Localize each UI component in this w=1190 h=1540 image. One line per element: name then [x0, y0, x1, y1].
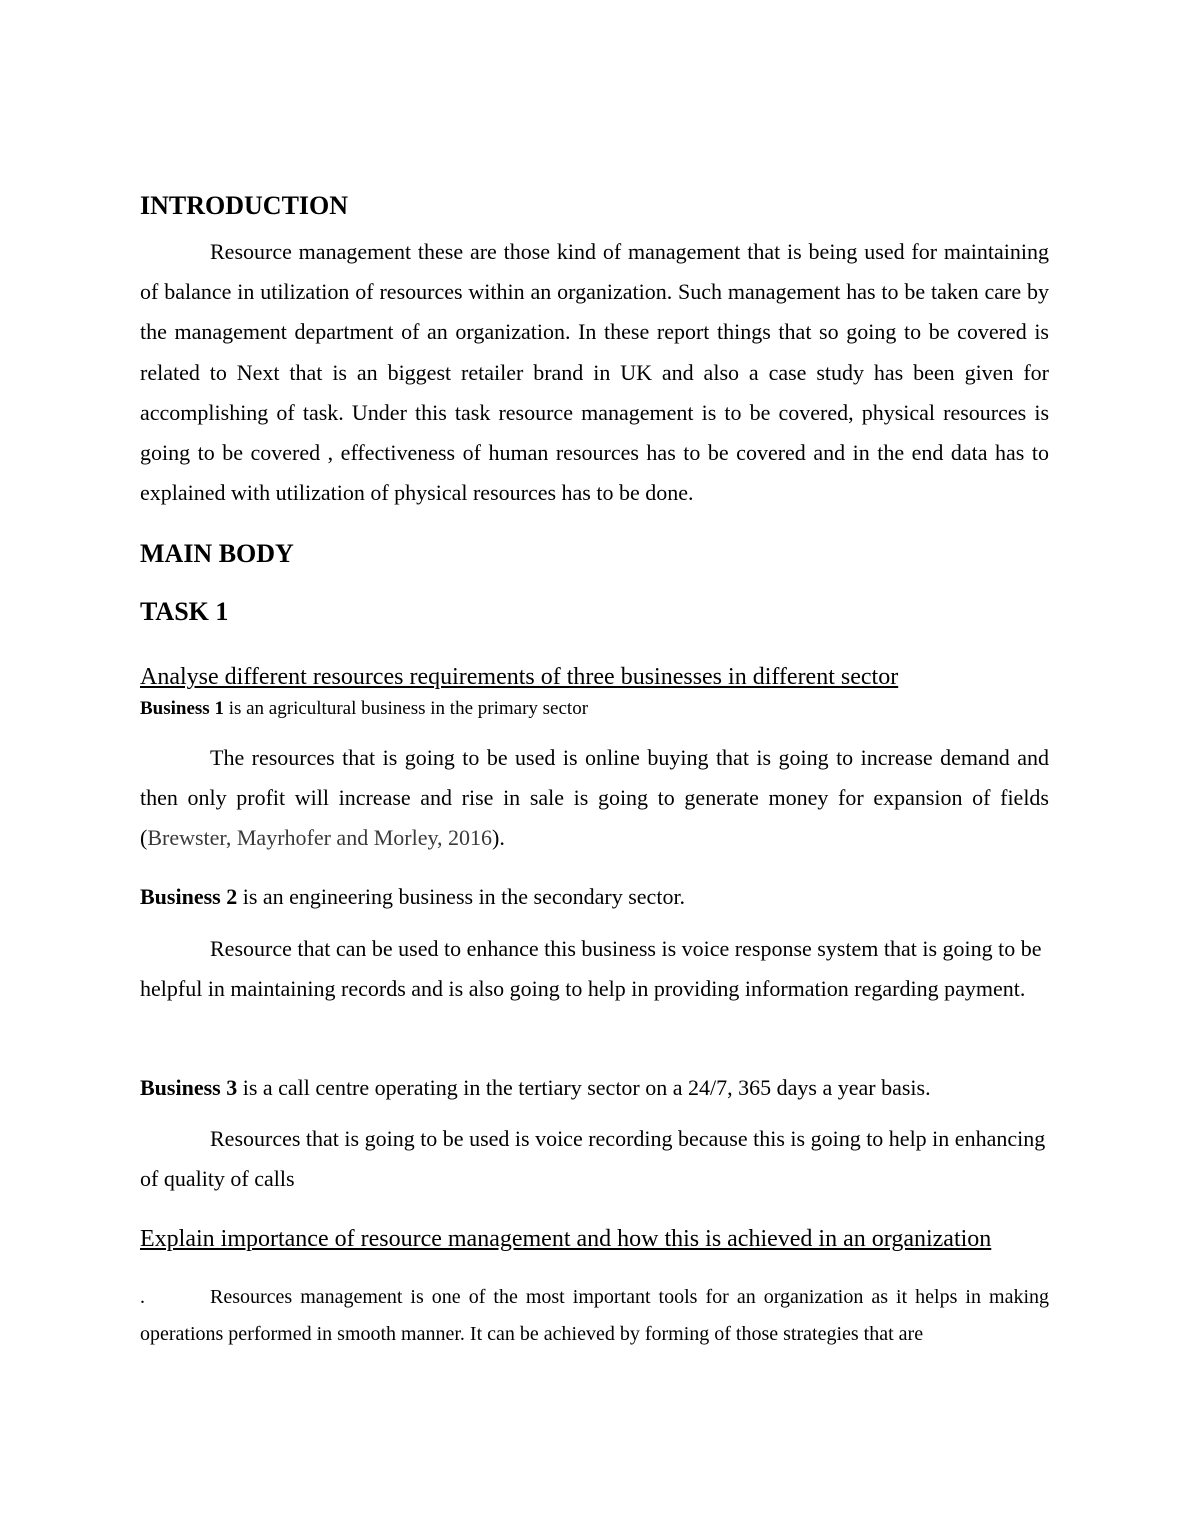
section2-paragraph [140, 1279, 1049, 1352]
section2-title: Explain importance of resource management and how this is achieved in an organization [140, 1226, 992, 1252]
business2-label: Business 2 [140, 884, 238, 909]
section2-lead-dot: . [140, 1286, 145, 1308]
business2-paragraph: Resource that can be used to enhance this business is voice response system that is going to be helpful in maintaining records and is also going to help in providing information regarding payment. [140, 936, 1042, 1002]
business3-description: is a call centre operating in the tertiary sector on a 24/7, 365 days a year basis. [237, 1075, 931, 1100]
business1-label: Business 1 [140, 698, 224, 719]
main-body-heading: MAIN BODY [140, 539, 294, 568]
business3-label: Business 3 [140, 1075, 238, 1100]
business1-paragraph-text: The resources that is going to be used is online buying that is going to increase demand and then only profit will increase and rise in sale is going to generate money for expansion of fields ( [140, 745, 1049, 851]
business1-line [140, 696, 1049, 722]
business1-description: is an agricultural business in the primary sector [223, 698, 589, 719]
business1-citation: Brewster, Mayrhofer and Morley, 2016 [147, 825, 493, 851]
business3-line [140, 1073, 1049, 1103]
business1-paragraph-end: ). [492, 825, 505, 851]
introduction-heading: INTRODUCTION [140, 191, 349, 220]
introduction-paragraph: Resource management these are those kind of management that is being used for maintaining of balance in utilization of resources within an organization. Such management has to be taken care by the management department of an organization. In these report things that so going to be covered is related to Next that is an biggest retailer brand in UK and also a case study has been given for accomplishing of task. Under this task resource management is to be covered, physical resources is going to be covered , effectiveness of human resources has to be covered and in the end data has to explained with utilization of physical resources has to be done. [140, 239, 1049, 506]
task1-heading: TASK 1 [140, 597, 229, 626]
business3-paragraph: Resources that is going to be used is voice recording because this is going to help in enhancing of quality of calls [140, 1126, 1046, 1192]
business2-description: is an engineering business in the secondary sector. [237, 884, 686, 909]
section1-title: Analyse different resources requirements of three businesses in different sector [140, 664, 899, 690]
business1-paragraph [140, 738, 1049, 859]
section2-paragraph-text: Resources management is one of the most important tools for an organization as it helps in making operations performed in smooth manner. It can be achieved by forming of those strategies that are [140, 1286, 1049, 1345]
business2-line [140, 882, 1049, 912]
